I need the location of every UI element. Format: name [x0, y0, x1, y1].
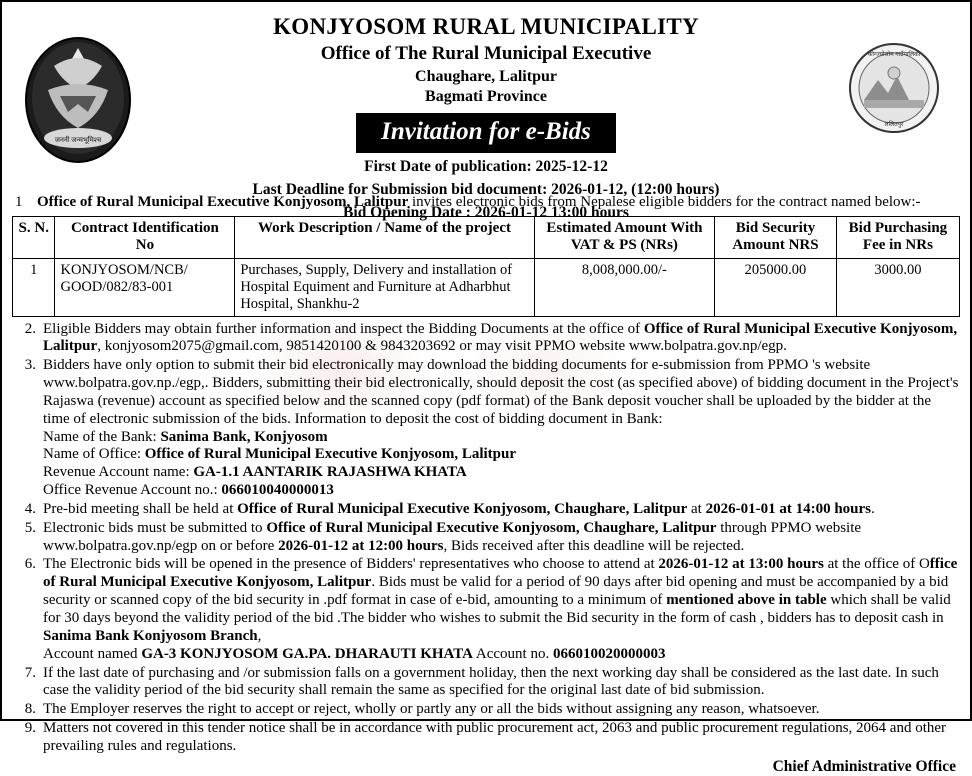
clause-item — [12, 556, 960, 663]
clause-emphasis: mentioned above in table — [666, 592, 827, 609]
clause-emphasis: Sanima Bank, Konjyosom — [160, 428, 328, 445]
clause-emphasis: ffice of Rural Municipal Executive Konjyosom, Lalitpur — [43, 556, 958, 591]
clause-number: 7. — [24, 664, 36, 681]
clause-text: Bidders have only option to submit their bid electronically may download the bidding documents for e-submission from PPMO 's website www.bolpatra.gov.np./egp,. Bidders, submitting their bid electronically, should deposit the cost (as specified above) of bidding document in the Project's Rajaswa (revenue) account as specified below and the scanned copy (pdf format) of the Bank deposit voucher shall be uploaded by the bidder at the time of electronic submission of the bids. Information to deposit the cost of bidding document in Bank: — [43, 357, 959, 427]
clause-paragraph — [43, 520, 960, 556]
cell-description: Purchases, Supply, Delivery and installation of Hospital Equiment and Furniture at Adharbhut Hospital, Shankhu-2 — [235, 258, 534, 316]
clause-paragraph — [43, 556, 960, 645]
clause-text: , konjyosom2075@gmail.com, 9851420100 & 9843203692 or may visit PPMO website www.bolpatra.gov.np/egp. — [97, 338, 787, 355]
clause-text: . Bids must be valid for a period of 90 days after bid opening and must be accompanied by a bid security or scanned copy of the bid security in .pdf format in case of e-bid, amounting to a minimum of — [43, 574, 949, 609]
clause-body — [43, 556, 960, 663]
clause-text: If the last date of purchasing and /or submission falls on a government holiday, then the next working day shall be considered as the last date. In such case the validity period of the bid security shall remain the same as specified for the original last date of bid submission. — [43, 664, 939, 699]
clause-text: Account no. — [472, 645, 553, 662]
clause-subline — [43, 482, 960, 500]
clause-text: Pre-bid meeting shall be held at — [43, 500, 238, 517]
clause-body — [43, 520, 960, 556]
clause-emphasis: Office of Rural Municipal Executive Konjyosom, Lalitpur — [43, 320, 958, 355]
clause-subline — [43, 429, 960, 447]
clause-paragraph — [43, 321, 960, 357]
clause-text: at the office of O — [823, 556, 930, 573]
clause-item — [12, 357, 960, 500]
column-header-sn: S. N. — [13, 217, 55, 259]
column-header-contract-id: Contract Identification No — [55, 217, 235, 259]
clause-text: at — [687, 500, 706, 517]
nepal-government-emblem — [18, 26, 138, 171]
clause-item — [12, 520, 960, 556]
clause-text: Matters not covered in this tender notice shall be in accordance with public procurement act, 2063 and public procurement regulations, 2064 and other prevailing rules and regulations. — [43, 720, 947, 754]
clause-list — [12, 321, 960, 756]
clause-text: , Bids received after this deadline will be rejected. — [443, 537, 745, 554]
clause-text: . — [871, 500, 875, 517]
clause-number: 2. — [24, 320, 36, 337]
clause-emphasis: GA-1.1 AANTARIK RAJASHWA KHATA — [193, 464, 467, 481]
clause-body — [43, 501, 960, 519]
clause-text: The Electronic bids will be opened in the presence of Bidders' representatives who choose to attend at — [43, 556, 659, 573]
clause-number: 9. — [24, 720, 36, 737]
intro-number: 1 — [15, 194, 23, 210]
clause-item — [12, 720, 960, 756]
clause-text: which shall be valid for 30 days beyond the validity period of the bid .The bidder who wishes to submit the Bid security in the form of cash , bidders has to deposit cash in — [43, 592, 951, 626]
office-location: Chaughare, Lalitpur — [415, 68, 557, 85]
clause-text: Name of Office: — [43, 446, 145, 463]
clause-number: 3. — [24, 357, 36, 374]
clause-subline — [43, 464, 960, 482]
cell-purchasing-fee: 3000.00 — [836, 258, 959, 316]
clause-paragraph — [43, 501, 960, 519]
svg-text:कोन्ज्योसोम गाउँपालिका: कोन्ज्योसोम गाउँपालिका — [867, 52, 921, 58]
signature-line: Chief Administrative Office — [772, 757, 956, 775]
cell-sn: 1 — [13, 258, 55, 316]
province-name: Bagmati Province — [425, 88, 547, 105]
clause-body — [43, 321, 960, 357]
clause-text: Account named — [43, 645, 142, 662]
organization-name: KONJYOSOM RURAL MUNICIPALITY — [273, 14, 699, 39]
clause-body — [43, 720, 960, 756]
clause-paragraph — [43, 720, 960, 756]
table-header-row — [13, 217, 960, 259]
clause-body — [43, 665, 960, 701]
clause-emphasis: Office of Rural Municipal Executive Konjyosom, Chaughare, Lalitpur — [266, 519, 717, 536]
clause-text: through PPMO website www.bolpatra.gov.np/egp on or before — [43, 519, 862, 554]
intro-rest: invites electronic bids from Nepalese eligible bidders for the contract named below:- — [408, 194, 921, 210]
cell-estimated-amount: 8,008,000.00/- — [534, 258, 714, 316]
clause-item — [12, 321, 960, 357]
page-title: Invitation for e-Bids — [356, 113, 616, 153]
bid-opening-date: Bid Opening Date : 2026-01-12 13:00 hours — [343, 204, 629, 221]
column-header-bid-security: Bid Security Amount NRS — [715, 217, 837, 259]
submission-deadline: Last Deadline for Submission bid document: 2026-01-12, (12:00 hours) — [252, 181, 720, 198]
bid-table — [12, 216, 960, 317]
clause-emphasis: GA-3 KONJYOSOM GA.PA. DHARAUTI KHATA — [141, 645, 473, 662]
clause-number: 6. — [24, 556, 36, 573]
clause-text: Revenue Account name: — [43, 464, 194, 481]
column-header-estimated-amount: Estimated Amount With VAT & PS (NRs) — [534, 217, 714, 259]
clause-body — [43, 701, 960, 719]
clause-item — [12, 701, 960, 719]
clause-text: Office Revenue Account no.: — [43, 482, 222, 499]
municipality-logo — [838, 40, 950, 136]
cell-bid-security: 205000.00 — [715, 258, 837, 316]
clause-paragraph — [43, 357, 960, 428]
clause-paragraph — [43, 701, 960, 719]
clause-emphasis: 2026-01-12 at 13:00 hours — [658, 556, 824, 573]
clause-emphasis: 066010020000003 — [552, 645, 666, 662]
cell-contract-id: KONJYOSOM/NCB/ GOOD/082/83-001 — [55, 258, 235, 316]
column-header-description: Work Description / Name of the project — [235, 217, 534, 259]
clause-emphasis: Office of Rural Municipal Executive Konjyosom, Chaughare, Lalitpur — [237, 500, 688, 517]
clause-number: 8. — [24, 701, 36, 718]
clause-subline — [43, 646, 960, 664]
clause-text: Electronic bids must be submitted to — [43, 519, 267, 536]
office-name: Office of The Rural Municipal Executive — [320, 43, 652, 64]
first-publication-date: First Date of publication: 2025-12-12 — [364, 158, 608, 175]
clause-item — [12, 665, 960, 701]
clause-number: 5. — [24, 519, 36, 536]
svg-text:ललितपुर: ललितपुर — [884, 122, 904, 128]
clause-text: Name of the Bank: — [43, 428, 161, 445]
clause-number: 4. — [24, 500, 36, 517]
svg-text:जननी जन्मभूमिश्च: जननी जन्मभूमिश्च — [54, 136, 102, 144]
clause-body — [43, 357, 960, 500]
clause-text: , — [257, 627, 262, 644]
clause-emphasis: 2026-01-12 at 12:00 hours — [278, 537, 444, 554]
clause-text: The Employer reserves the right to accept or reject, wholly or partly any or all the bids without assigning any reason, whatsoever. — [43, 701, 820, 718]
clause-text: Eligible Bidders may obtain further information and inspect the Bidding Documents at the office of — [43, 320, 644, 337]
clause-emphasis: Office of Rural Municipal Executive Konjyosom, Lalitpur — [144, 446, 516, 463]
clause-emphasis: 066010040000013 — [221, 482, 334, 499]
column-header-purchasing-fee: Bid Purchasing Fee in NRs — [836, 217, 959, 259]
clause-emphasis: 2026-01-01 at 14:00 hours — [705, 500, 872, 517]
clause-emphasis: Sanima Bank Konjyosom Branch — [43, 627, 258, 644]
clause-item — [12, 501, 960, 519]
clause-paragraph — [43, 665, 960, 701]
clause-subline — [43, 446, 960, 464]
table-row — [13, 258, 960, 316]
intro-office-name: Office of Rural Municipal Executive Konjyosom, Lalitpur — [37, 194, 409, 210]
